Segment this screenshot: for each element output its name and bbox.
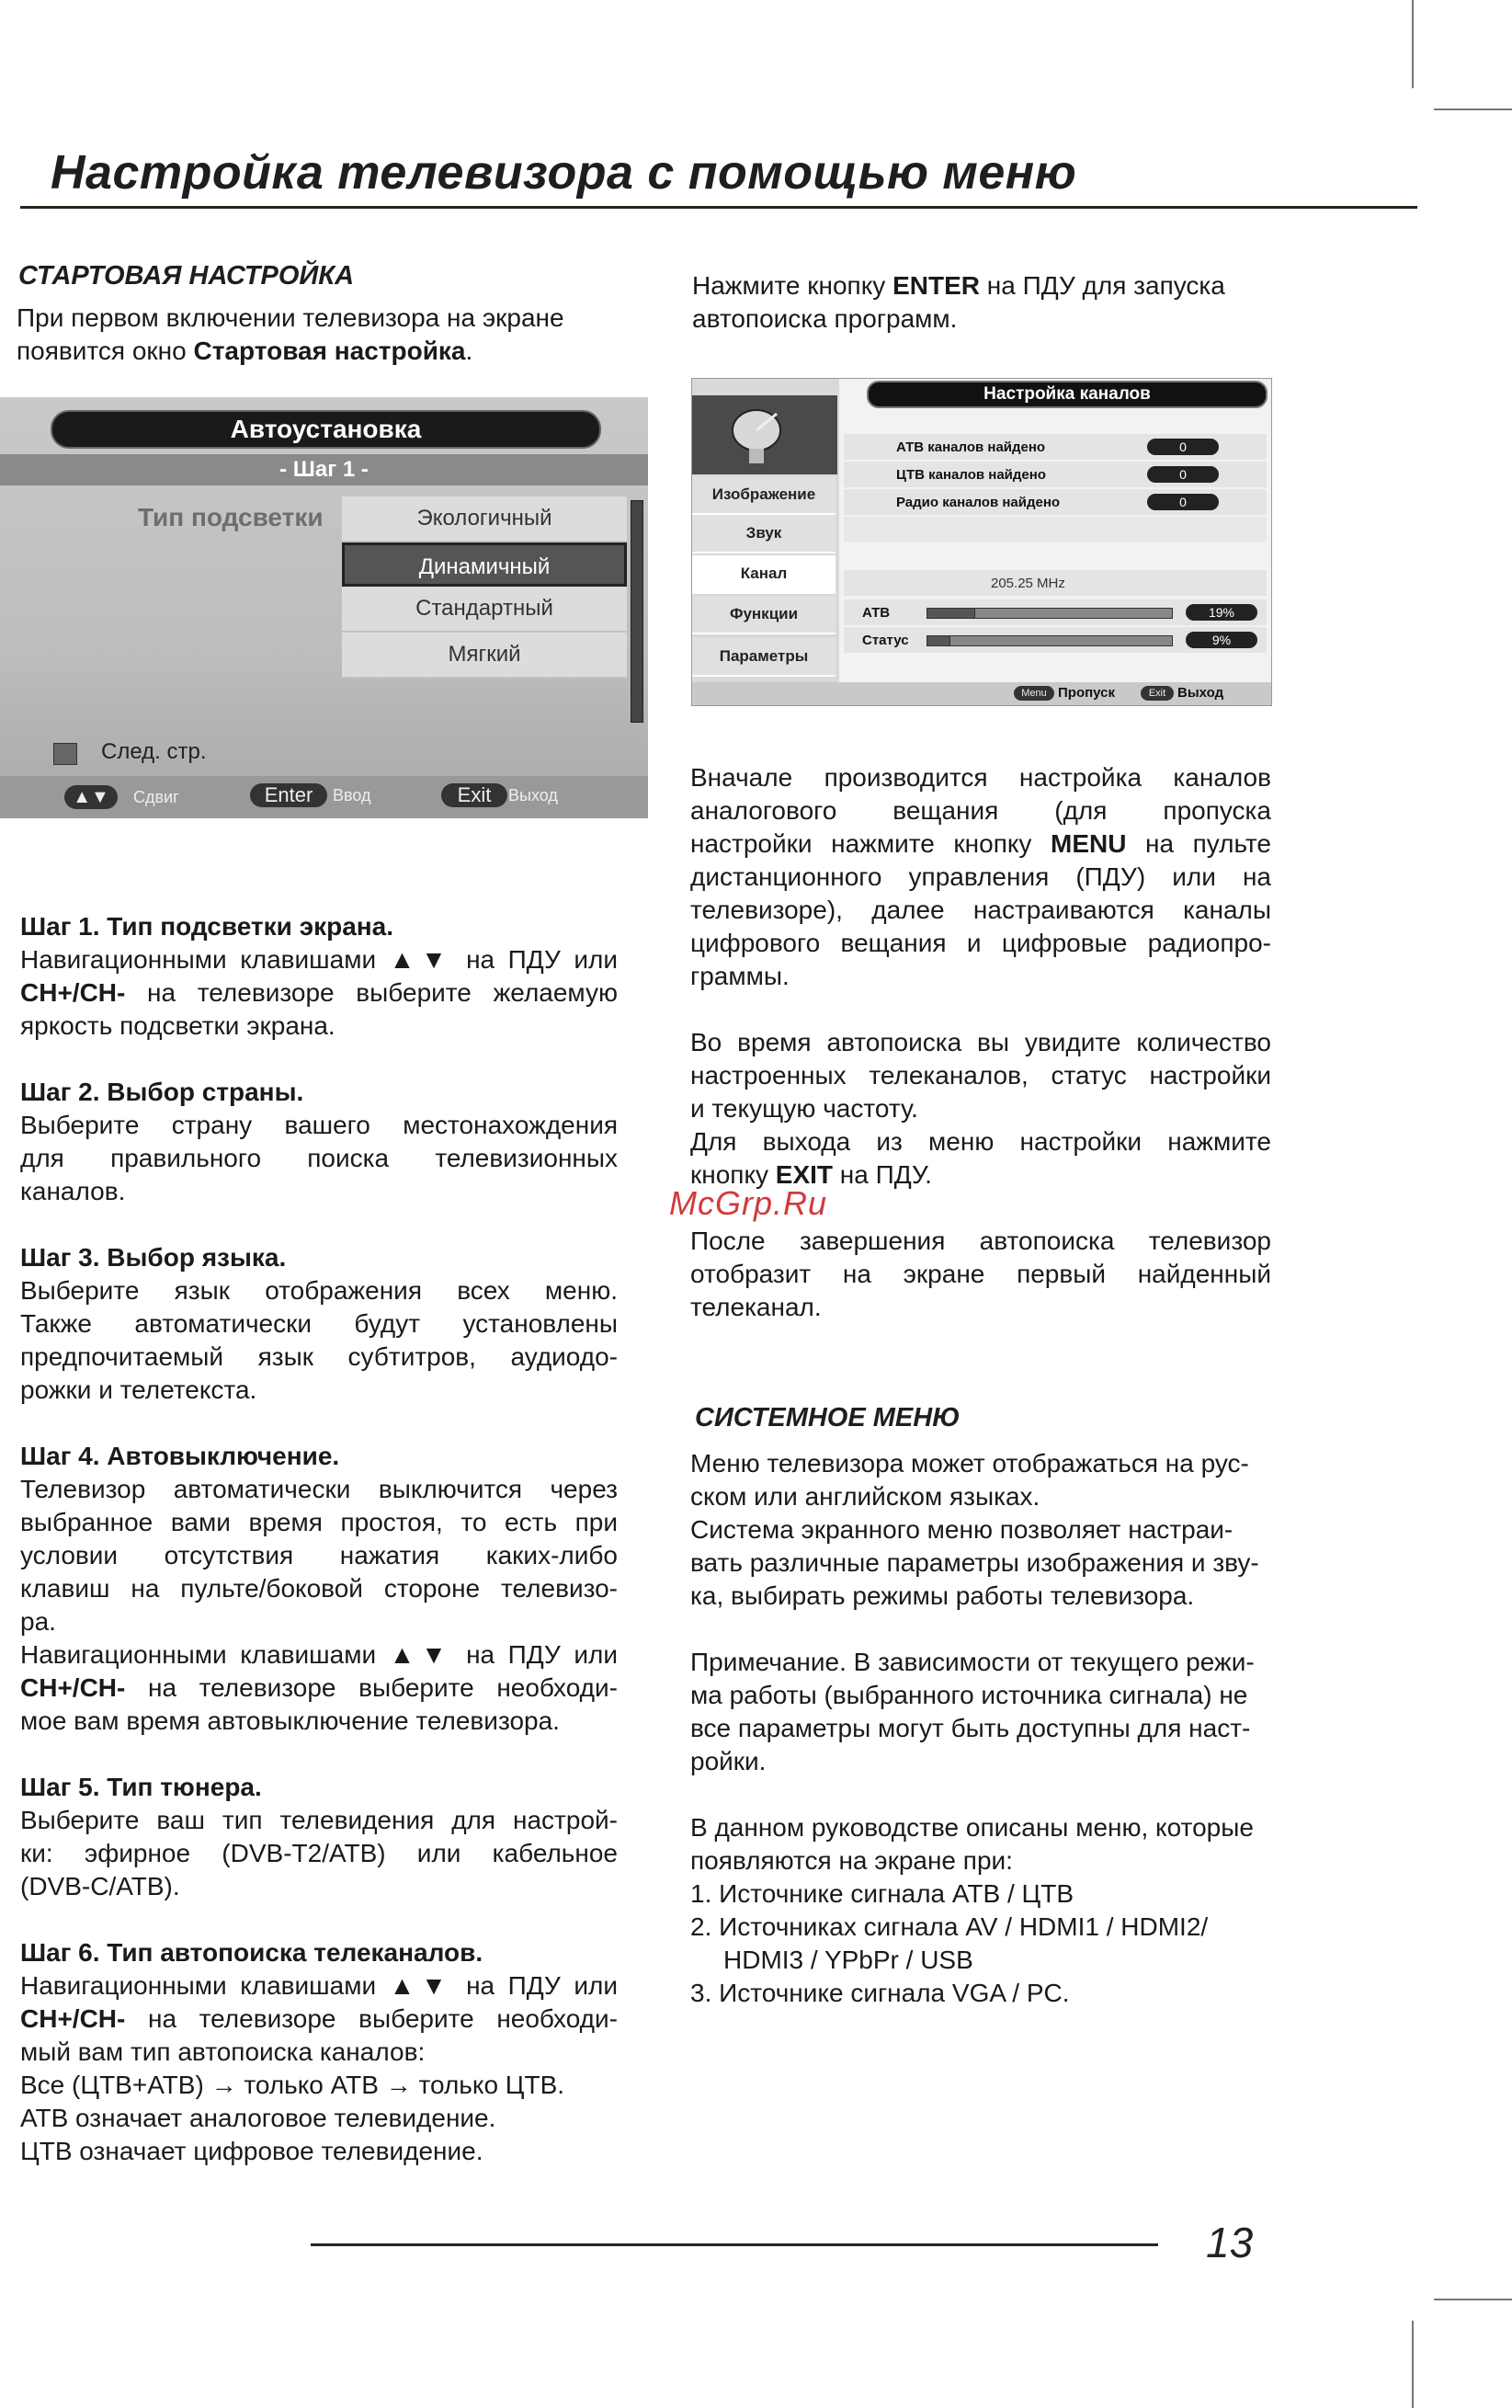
atv-progress-percent: 19% xyxy=(1186,604,1257,621)
step4-line: Навигационными клавишами ▲▼ на ПДУ или xyxy=(20,1640,618,1669)
autosetup-step: - Шаг 1 - xyxy=(0,454,648,485)
watermark: McGrp.Ru xyxy=(669,1184,828,1222)
backlight-options xyxy=(342,496,627,679)
step4-line: клавиш на пульте/боковой стороне телевизо- xyxy=(20,1574,618,1603)
atv-progress-row xyxy=(844,599,1267,625)
next-page-label[interactable]: След. стр. xyxy=(101,739,207,764)
para-a-line: цифрового вещания и цифровые радиопро- xyxy=(690,929,1271,957)
right-text-block-d xyxy=(690,1447,1297,2010)
para-b-text: на ПДУ. xyxy=(833,1160,932,1189)
para-a-line: граммы. xyxy=(690,962,790,990)
satellite-dish-icon xyxy=(692,395,837,474)
para-d-line: Меню телевизора может отображаться на рус- xyxy=(690,1449,1249,1478)
para-c-line: После завершения автопоиска телевизор xyxy=(690,1227,1271,1255)
sources-line: появляются на экране при: xyxy=(690,1846,1013,1875)
enter-text: Нажмите кнопку xyxy=(692,271,893,300)
para-c-line: телеканал. xyxy=(690,1293,822,1321)
step5-title xyxy=(20,1771,618,1804)
step2-line: для правильного поиска телевизионных xyxy=(20,1144,618,1172)
sources-line: В данном руководстве описаны меню, которые xyxy=(690,1813,1254,1842)
step5-line: Выберите ваш тип телевидения для настрой- xyxy=(20,1806,618,1834)
step4-title xyxy=(20,1440,618,1473)
step4-text: на телевизоре выберите необходи- xyxy=(125,1673,618,1702)
autosetup-keybar xyxy=(0,776,648,818)
intro-dot: . xyxy=(465,337,473,365)
step2-title-text: Шаг 2. Выбор страны. xyxy=(20,1078,304,1106)
startup-heading: СТАРТОВАЯ НАСТРОЙКА xyxy=(18,261,355,291)
step5-line: ки: эфирное (DVB-T2/АТВ) или кабельное xyxy=(20,1839,618,1867)
step6-line: Все (ЦТВ+АТВ) → только АТВ → только ЦТВ. xyxy=(20,2071,565,2099)
radio-found-row xyxy=(844,489,1267,515)
step6-line: Навигационными клавишами ▲▼ на ПДУ или xyxy=(20,1971,618,2000)
crop-mark-top-horizontal xyxy=(1434,108,1512,110)
radio-found-count: 0 xyxy=(1147,494,1219,510)
sources-item-continued: HDMI3 / YPbPr / USB xyxy=(723,1946,973,1974)
status-progress-label: Статус xyxy=(862,633,909,648)
para-c-line: отобразит на экране первый найденный xyxy=(690,1260,1271,1288)
backlight-option-selected[interactable]: Динамичный xyxy=(342,542,627,587)
note-line: ма работы (выбранного источника сигнала) не xyxy=(690,1681,1248,1709)
atv-progress-fill xyxy=(927,608,975,619)
step4-title-text: Шаг 4. Автовыключение. xyxy=(20,1442,340,1470)
dtv-found-count: 0 xyxy=(1147,466,1219,483)
status-progress-row xyxy=(844,627,1267,653)
enter-instruction xyxy=(692,269,1280,336)
atv-found-count: 0 xyxy=(1147,439,1219,455)
step6-line: ЦТВ означает цифровое телевидение. xyxy=(20,2137,483,2165)
step6-text: на телевизоре выберите необходи- xyxy=(125,2004,618,2033)
atv-progress-label: АТВ xyxy=(862,605,891,621)
system-menu-heading: СИСТЕМНОЕ МЕНЮ xyxy=(695,1403,961,1432)
channel-setup-title: Настройка каналов xyxy=(867,381,1268,408)
nav-parameters[interactable]: Параметры xyxy=(692,638,836,677)
exit-key-word: EXIT xyxy=(775,1160,834,1189)
autosetup-title: Автоустановка xyxy=(51,410,601,449)
intro-text: появится окно xyxy=(17,337,194,365)
exit-key: Exit xyxy=(1141,686,1174,701)
note-line: все параметры могут быть доступны для наст- xyxy=(690,1714,1251,1742)
channel-setup-screenshot xyxy=(691,378,1272,706)
step5-title-text: Шаг 5. Тип тюнера. xyxy=(20,1773,262,1801)
radio-found-label: Радио каналов найдено xyxy=(896,495,1061,510)
step6-line: АТВ означает аналоговое телевидение. xyxy=(20,2104,496,2132)
step4-line: выбранное вами время простоя, то есть при xyxy=(20,1508,618,1536)
frequency-value: 205.25 MHz xyxy=(991,576,1065,591)
para-a-line xyxy=(690,827,1271,861)
step3-line: предпочитаемый язык субтитров, аудиодо- xyxy=(20,1342,618,1371)
empty-row xyxy=(844,517,1267,542)
menu-key: Menu xyxy=(1014,686,1054,701)
para-d-line: ка, выбирать режимы работы телевизора. xyxy=(690,1581,1195,1610)
backlight-option[interactable]: Мягкий xyxy=(342,633,627,679)
menu-key-word: MENU xyxy=(1051,829,1127,858)
para-b-text: кнопку xyxy=(690,1160,776,1189)
step2-line: Выберите страну вашего местонахождения xyxy=(20,1111,618,1139)
step1-title xyxy=(20,910,618,943)
step3-line: Также автоматически будут установлены xyxy=(20,1309,618,1338)
ch-keys: CH+/CH- xyxy=(20,1673,126,1702)
status-progress-fill xyxy=(927,635,950,646)
crop-mark-top-vertical xyxy=(1412,0,1414,88)
crop-mark-bottom-vertical xyxy=(1412,2321,1414,2408)
step4-line: Телевизор автоматически выключится через xyxy=(20,1475,618,1503)
step6-title xyxy=(20,1936,618,1969)
enter-key-word: ENTER xyxy=(892,271,980,300)
nav-functions[interactable]: Функции xyxy=(692,596,836,634)
footer-rule xyxy=(311,2243,1158,2246)
para-a-line: дистанционного управления (ПДУ) или на xyxy=(690,862,1271,891)
sources-item: 3. Источнике сигнала VGA / PC. xyxy=(690,1979,1070,2007)
step4-line xyxy=(20,1672,618,1705)
para-a-text: настройки нажмите кнопку xyxy=(690,829,1051,858)
step3-line: Выберите язык отображения всех меню. xyxy=(20,1276,618,1305)
backlight-option[interactable]: Экологичный xyxy=(342,496,627,542)
nav-channel[interactable]: Канал xyxy=(692,555,836,594)
page-number: 13 xyxy=(1206,2219,1254,2266)
atv-found-row xyxy=(844,434,1267,460)
options-scrollbar[interactable] xyxy=(631,500,643,723)
arrows-key-label: Сдвиг xyxy=(133,788,179,806)
channel-setup-footer xyxy=(692,682,1271,705)
step3-title xyxy=(20,1241,618,1274)
step6-line xyxy=(20,2003,618,2036)
step3-title-text: Шаг 3. Выбор языка. xyxy=(20,1243,287,1272)
ch-keys: CH+/CH- xyxy=(20,2004,126,2033)
step1-title-text: Шаг 1. Тип подсветки экрана. xyxy=(20,912,394,941)
menu-key-label: Пропуск xyxy=(1058,685,1115,701)
enter-text: на ПДУ для запуска xyxy=(979,271,1225,300)
startup-intro-line2 xyxy=(17,335,614,368)
step6-line: мый вам тип автопоиска каналов: xyxy=(20,2037,426,2066)
sources-item: 2. Источниках сигнала AV / HDMI1 / HDMI2/ xyxy=(690,1912,1209,1941)
para-b-line: и текущую частоту. xyxy=(690,1094,918,1123)
step5-line: (DVB-C/АТВ). xyxy=(20,1872,180,1900)
status-progress-percent: 9% xyxy=(1186,632,1257,648)
para-d-line: вать различные параметры изображения и зву- xyxy=(690,1548,1259,1577)
exit-key: Exit xyxy=(441,783,507,807)
startup-intro-line1: При первом включении телевизора на экране xyxy=(17,303,564,332)
para-b-line: настроенных телеканалов, статус настройки xyxy=(690,1061,1271,1090)
page-title: Настройка телевизора с помощью меню xyxy=(51,146,1077,200)
step4-line: условии отсутствия нажатия каких-либо xyxy=(20,1541,618,1569)
note-line: Примечание. В зависимости от текущего режи- xyxy=(690,1648,1255,1676)
next-page-icon xyxy=(53,743,77,765)
status-progress-track xyxy=(927,635,1173,646)
para-a-text: на пульте xyxy=(1126,829,1271,858)
dtv-found-label: ЦТВ каналов найдено xyxy=(896,467,1046,483)
autosetup-screenshot xyxy=(0,397,648,818)
intro-bold: Стартовая настройка xyxy=(193,337,466,365)
para-a-line: телевизоре), далее настраиваются каналы xyxy=(690,896,1271,924)
para-b-line: Для выхода из меню настройки нажмите xyxy=(690,1127,1271,1156)
para-a-line: Вначале производится настройка каналов xyxy=(690,763,1271,792)
para-a-line: аналогового вещания (для пропуска xyxy=(690,796,1271,825)
step6-title-text: Шаг 6. Тип автопоиска телеканалов. xyxy=(20,1938,483,1967)
backlight-label: Тип подсветки xyxy=(138,503,324,531)
crop-mark-bottom-horizontal xyxy=(1434,2299,1512,2300)
para-d-line: Система экранного меню позволяет настраи- xyxy=(690,1515,1233,1544)
arrows-key: ▲▼ xyxy=(64,785,118,809)
enter-key-label: Ввод xyxy=(333,786,371,805)
right-text-block-a xyxy=(690,761,1271,1324)
step4-line: ра. xyxy=(20,1607,56,1636)
nav-picture[interactable]: Изображение xyxy=(692,476,836,515)
enter-key: Enter xyxy=(250,783,327,807)
nav-sound[interactable]: Звук xyxy=(692,515,836,553)
step4-line: мое вам время автовыключение телевизора. xyxy=(20,1706,560,1735)
note-line: ройки. xyxy=(690,1747,767,1775)
step1-line: Навигационными клавишами ▲▼ на ПДУ или xyxy=(20,945,618,974)
step1-line: яркость подсветки экрана. xyxy=(20,1011,335,1040)
step1-line xyxy=(20,976,618,1010)
frequency-row xyxy=(844,570,1267,596)
step2-title xyxy=(20,1076,618,1109)
enter-line1 xyxy=(692,269,1280,302)
title-rule xyxy=(20,206,1417,209)
sources-item: 1. Источнике сигнала АТВ / ЦТВ xyxy=(690,1879,1074,1908)
atv-found-label: АТВ каналов найдено xyxy=(896,439,1046,455)
ch-keys: CH+/CH- xyxy=(20,978,126,1007)
exit-key-label: Выход xyxy=(1177,685,1224,701)
para-d-line: ском или английском языках. xyxy=(690,1482,1040,1511)
step2-line: каналов. xyxy=(20,1177,126,1205)
step3-line: рожки и телетекста. xyxy=(20,1375,257,1404)
startup-intro xyxy=(17,302,614,368)
enter-line2: автопоиска программ. xyxy=(692,304,958,333)
exit-key-label: Выход xyxy=(508,786,558,805)
dtv-found-row xyxy=(844,462,1267,487)
steps-block xyxy=(20,910,618,2168)
para-b-line: Во время автопоиска вы увидите количество xyxy=(690,1028,1271,1056)
step1-text: на телевизоре выберите желаемую xyxy=(125,978,618,1007)
backlight-option[interactable]: Стандартный xyxy=(342,587,627,633)
